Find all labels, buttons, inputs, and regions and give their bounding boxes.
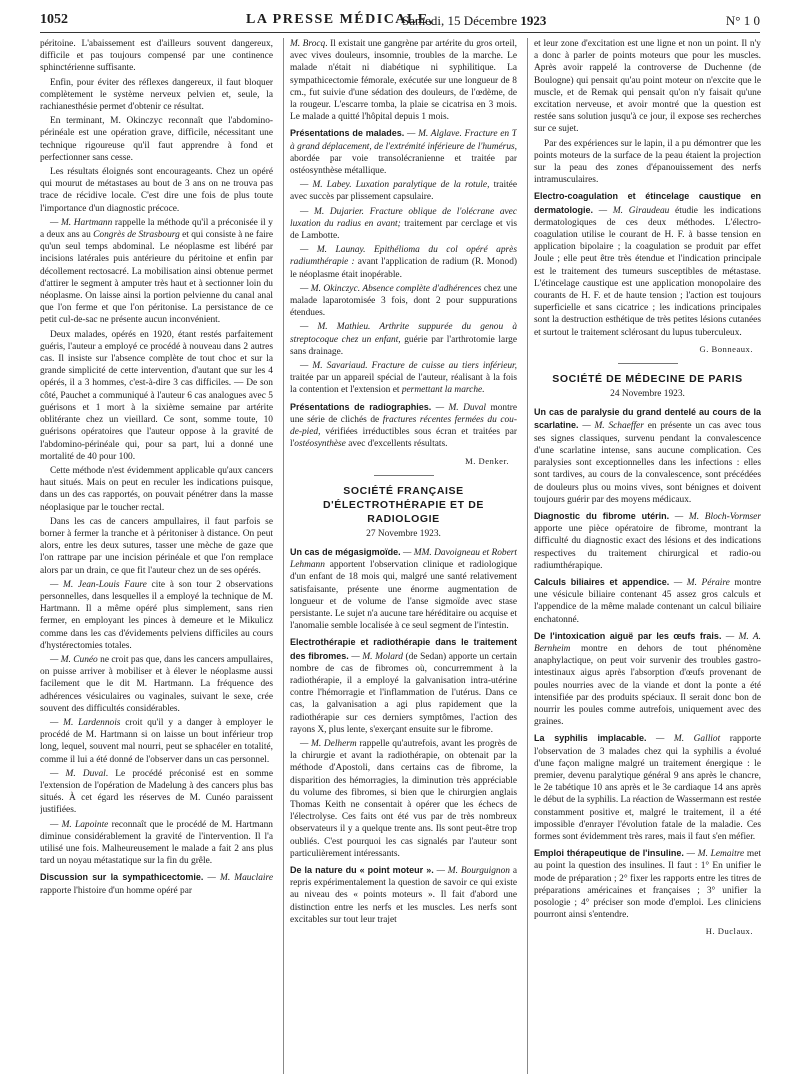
issue-date-day: Samedi, 15 Décembre (402, 13, 518, 28)
page-header (0, 0, 800, 36)
speaker-name: — M. Schaeffer (578, 421, 644, 432)
speaker-name: — M. Lapointe (50, 819, 109, 830)
text: avant l'application de radium (R. Monod) le néoplasme était inopérable. (290, 257, 517, 280)
paragraph-point-moteur (290, 864, 517, 926)
speaker-name: — M. Cunéo (50, 654, 98, 665)
speaker-name: — M. Mathieu. (300, 322, 371, 333)
speaker-name: — M. Péraire (669, 577, 730, 588)
emphasis: Luxation paralytique de la rotule, (351, 180, 490, 191)
speaker-name: — M. Duval (50, 768, 106, 779)
emphasis: Arthrite suppurée du genou à streptocoque chez un enfant, (290, 322, 517, 345)
text: traitement par cerclage et vis de Lambotte. (290, 218, 517, 242)
speaker-name: — M. Giraudeau (593, 205, 670, 216)
text: rappelle la méthode qu'il a préconisée il y a deux ans au (40, 217, 273, 241)
paragraph-sympathicectomie (40, 871, 273, 896)
text: rapporte l'histoire d'un homme opéré par (40, 885, 193, 896)
text: traitée avec succès par plissement capsulaire. (290, 180, 517, 203)
emphasis: Fracture en T à grand déplacement, de l'extrémité inférieure de l'humérus, (290, 129, 517, 152)
speaker-name: — M. Labey. (300, 180, 352, 191)
paragraph-intoxication (534, 630, 761, 729)
emphasis: Absence complète d'adhérences (360, 283, 482, 294)
speaker-name: — M. Dujarier. (300, 206, 364, 217)
text: en présente un cas avec tous ses signes classiques, survenu pendant la convalescence d'une scarlatine intense, sans aucune complication. Ces paralysies sont exceptionnelles dans les infections : elles sont tardives, au cours de la convalescence, sont précédées de douleurs plus ou moins vives, sont bénignes et doivent toujours guérir par des moyens médicaux. (534, 421, 761, 505)
paragraph: Enfin, pour éviter des réflexes dangereux, il faut bloquer complètement le système nerveux pelvien et, seule, la rachianesthésie permet d'obtenir ce résultat. (40, 77, 273, 113)
topic-heading: La syphilis implacable. (534, 733, 647, 744)
speaker-name: — M. Savariaud. (300, 361, 368, 372)
header-rule (40, 32, 760, 33)
speaker-name: — M. A. Bernheim (534, 631, 761, 654)
paragraph-paralysie (534, 406, 761, 506)
speaker-name: — M. Delherm (300, 738, 357, 749)
text: apporte une pièce opératoire de fibrome, montrant la difficulté du diagnostic exact des lésions et des indications respectives du traitement chirurgical et radio-ou radiumthérapique. (534, 524, 761, 571)
paragraph: Les résultats éloignés sont encourageants. Chez un opéré qui mourut de métastases au bout de 3 ans on ne trouva pas trace de récidive locale. C'est dire une fois de plus toute l'importance d'un diagnostic précoce. (40, 167, 273, 214)
text: met au point la question des insulines. Il faut : 1° En unifier le mode de préparation ; 2° fixer les rapports entre les titres de préparations américaines et françaises ; 3° unifier la posologie ; 4° préciser son mode d'emploi. Les cliniciens pourront ainsi s'entendre. (534, 849, 761, 921)
paragraph: Dans les cas de cancers ampullaires, il faut parfois se borner à fermer la tranche et à péritoniser à distance. On peut alors, entre les deux sutures, tasser une mèche de gaze que l'on rattrape par une incision périnéale et que l'on remplace alors par un drain, ce que fit l'auteur chez un de ses opérés. (40, 516, 273, 576)
speaker-name: — M. Launay. (300, 245, 366, 256)
speaker-name: — M. Bourguignon (433, 865, 510, 876)
page-number: 1052 (40, 12, 68, 27)
section-title: SOCIÉTÉ DE MÉDECINE DE PARIS (552, 373, 743, 386)
speaker-name: — M. Okinczyc. (300, 283, 361, 294)
paragraph-brocq (290, 38, 517, 123)
topic-heading: De l'intoxication aiguë par les œufs frais. (534, 630, 722, 641)
signature: M. Denker. (465, 455, 509, 466)
text: guérie par l'arthrotomie large sans drainage. (290, 334, 517, 357)
topic-heading: Electro-coagulation et étincelage caustique en dermatologie. (534, 191, 761, 215)
text: croit qu'il y a danger à employer le procédé de M. Hartmann si on laisse un bout inférieur trop long, lequel, souvent mal nourri, peut se sphacéler en totalité, comme il lui a été donné de l'observer dans un cas personnel. (40, 717, 273, 765)
signature: H. Duclaux. (705, 926, 753, 937)
section-separator (618, 363, 678, 364)
speaker-name: — MM. Davoigneau et Robert Lehmann (290, 547, 517, 571)
signature: G. Bonneaux. (699, 343, 753, 354)
paragraph-delherm (290, 738, 517, 860)
issue-date (402, 13, 546, 29)
topic-heading: Présentations de malades. (290, 128, 405, 139)
journal-title: LA PRESSE MÉDICALE, (246, 12, 434, 27)
speaker-name: M. Brocq (290, 39, 326, 49)
text: avec d'excellents résultats. (345, 439, 448, 450)
text: abordée par voie transolécranienne et traitée par ostéosynthèse métallique. (290, 153, 517, 177)
text: montre une série de clichés de (290, 402, 517, 425)
emphasis: Fracture de cuisse au tiers inférieur, (367, 361, 517, 372)
paragraph-duval (40, 768, 273, 817)
emphasis: Epithélioma du col opéré après radiumthérapie : (290, 245, 517, 268)
paragraph-calculs (534, 576, 761, 626)
speaker-name: — M. Bloch-Vormser (669, 511, 761, 522)
topic-heading: Un cas de paralysie du grand dentelé au cours de la scarlatine. (534, 407, 761, 431)
text: . Le procédé préconisé est en somme l'extension de l'opération de Madelung à des cancers plus bas situés. À cet égard les réserves de M. Cunéo paraissent justifiées. (40, 768, 273, 816)
speaker-name: — M. Alglave. (404, 129, 462, 140)
paragraph-okinczyc (290, 283, 517, 320)
paragraph-mathieu (290, 321, 517, 358)
topic-heading: Electrothérapie et radiothérapie dans le traitement des fibromes. (290, 637, 517, 661)
text: chez une malade laparotomisée 3 fois, dont 2 pour suppurations étendues. (290, 283, 517, 319)
paragraph-lapointe (40, 819, 273, 868)
paragraph: et leur zone d'excitation est une ligne et non un point. Il n'y a donc à parler de points moteurs que pour les muscles. Après avoir rappelé la controverse de Duchenne (de Boulogne) qui pensait qu'au point moteur on n'excite que le muscle, et de Remak qui pensait qu'on n'y faisait qu'une excitation nerveuse, et avoir montré que la question est restée sans solution jusqu'à ce jour, il expose ses recherches sur ce sujet. (534, 39, 761, 135)
speaker-name: — M. Hartmann (50, 217, 113, 228)
topic-heading: Un cas de mégasigmoïde. (290, 546, 401, 557)
paragraph: péritoine. L'abaissement est d'ailleurs souvent dangereux, difficile et pas toujours compensé par une continence sphinctérienne suffisante. (40, 39, 273, 74)
paragraph-megasigmoide (290, 546, 517, 632)
topic-heading: De la nature du « point moteur ». (290, 864, 434, 875)
issue-year: 1923 (520, 13, 547, 28)
paragraph: En terminant, M. Okinczyc reconnaît que l'abdomino-périnéale est une opération grave, difficile, nécessitant une technique rigoureuse qu'il faut apprendre à fond et perfectionner sans cesse. (40, 116, 273, 163)
text: vérifiées irréductibles sous écran et traitées par l' (290, 427, 517, 450)
text: rappelle qu'autrefois, avant les progrès de la chirurgie et avant la radiothérapie, on obtenait par la méthode d'Apostoli, dans certains cas de fibrome, la disparition des hémorragies, la diminution très appréciable du volume des fibromes, si bien que le chirurgien anglais Thomas Keith ne consentait à opérer que les échecs de l'électrolyse. Ces faits ont été vus par de très nombreux observateurs il y a quelque trente ans. Ils sont peut-être trop oubliés. C'est pourquoi les cas signalés par l'auteur sont particulièrement intéressants. (290, 738, 517, 859)
topic-heading: Présentations de radiographies. (290, 401, 432, 412)
emphasis: permettant la marche. (401, 385, 485, 396)
column-1 (40, 38, 273, 1074)
paragraph-presentations (290, 127, 517, 177)
paragraph-fibrome (534, 510, 761, 572)
text: reconnaît que le procédé de M. Hartmann diminue considérablement la gravité de l'intervention. Il l'a utilisé une fois. Malheureusement le malade a fait 2 ans plus tard un noyau métastatique sur la fin du grêle. (40, 819, 273, 867)
emphasis: Congrès de Strasbourg (93, 230, 180, 241)
paragraph-lardennois (40, 717, 273, 766)
column-3 (527, 38, 761, 1074)
speaker-name: — M. Duval (431, 402, 486, 413)
paragraph-faure (40, 579, 273, 652)
paragraph-savariaud (290, 360, 517, 397)
paragraph-launay (290, 244, 517, 281)
text: montre en dehors de tout phénomène anaphylactique, on peut voir survenir des troubles gastro-intestinaux aigus après l'absorption d'œufs provenant de poules nourries avec de la viande et dont la ponte a été intensifiée par des produits spéciaux. Il serait donc bon de nourrir les poules comme autrefois, uniquement avec des graines. (534, 643, 761, 728)
speaker-name: — M. Lardennois (50, 717, 121, 728)
topic-heading: Calculs biliaires et appendice. (534, 576, 670, 587)
section-date: 27 Novembre 1923. (366, 528, 441, 539)
topic-heading: Diagnostic du fibrome utérin. (534, 510, 670, 521)
text: montre une vésicule biliaire contenant 45 assez gros calculs et l'appendice de la même malade contenant un calcul biliaire enchatonné. (534, 577, 761, 625)
text: apportent l'observation clinique et radiologique d'un enfant de 18 mois qui, malgré une santé relativement satisfaisante, présente une énorme augmentation de longueur et de volume de l'anse sigmoïde avec stase persistante. Le sujet n'a aucune tare héréditaire ou acquise et l'anomalie semble localisée à ce seul segment de l'intestin. (290, 560, 517, 632)
emphasis: fractures récentes fermées du cou-de-pied, (290, 414, 517, 438)
paragraph-hartmann (40, 217, 273, 327)
topic-heading: Emploi thérapeutique de l'insuline. (534, 848, 684, 859)
emphasis: ostéosynthèse (294, 439, 346, 450)
paragraph-dujarier (290, 206, 517, 243)
text: ne croit pas que, dans les cancers ampullaires, on puisse arriver à mobiliser et à élever le néoplasme aussi facilement que le dit M. Hartmann. La fréquence des adhérences vésiculaires ou vaginales, suivant le sexe, crée souvent des difficultés considérables. (40, 654, 273, 714)
section-separator (374, 475, 434, 476)
speaker-name: — M. Lemaitre (683, 849, 745, 860)
paragraph-cuneo (40, 654, 273, 715)
text: (de Sedan) apporte un certain nombre de cas de fibromes où, concurremment à la radiothérapie, il a employé la galvanisation intra-utérine contre l'hémorragie et l'inflammation de l'utérus. Dans ce cas, la galvanisation a agi plus rapidement que la radiothérapie sur ces derniers symptômes, l'action des rayons X, plus lente, s'exerçant ensuite sur le fibrome. (290, 651, 517, 735)
speaker-name: — M. Molard (348, 651, 403, 662)
text: traitée par un appareil spécial de l'auteur, réalisant à la fois la contention et l'extension et (290, 373, 517, 396)
paragraph: Par des expériences sur le lapin, il a pu démontrer que les points moteurs de la surface de la peau étaient la projection sur la peau des zones d'épanouissement des nerfs intramusculaires. (534, 138, 761, 186)
column-2 (283, 38, 517, 1074)
text: . Il existait une gangrène par artérite du gros orteil, avec vives douleurs, insomnie, troubles de la marche. Le malade n'était ni diabétique ni syphilitique. La sympathicectomie fémorale, exécutée sur une longueur de 8 cm., fut suivie d'une sédation des douleurs, de l'œdème, de la rougeur. L'escarre tomba, la plaie se cicatrisa en 3 mois. Le malade a quitté l'hôpital depuis 1 mois. (290, 39, 517, 123)
text: cite à son tour 2 observations personnelles, dans lesquelles il a employé la technique de M. Hartmann. Il a même opéré plus simplement, sans rien fermer, en employant les pinces à demeure et le Mikulicz comme dans les cas d'évidements pelviens difficiles au cours d'hystérectomies totales. (40, 579, 273, 651)
section-date: 24 Novembre 1923. (610, 389, 685, 400)
paragraph: Deux malades, opérés en 1920, étant restés parfaitement guéris, l'auteur a employé ce procédé à nouveau dans 2 autres cas. Il insiste sur l'absence complète de tout choc et sur la grande simplicité de cette intervention, d'autant que sur les 4 opérés, il a 3 hommes, c'est-à-dire 3 cas difficiles. — De son côté, Pauchet a communiqué à l'auteur 6 cas analogues avec 5 guérisons et 1 mort à la sixième semaine par artérite oblitérante chez un vieillard. Ce sont, somme toute, 10 guérisons opératoires que l'auteur oppose à la gravité de l'abdomino-périnéale qui, pour sa part, lui a donné une mortalité de 40 pour 100. (40, 329, 273, 462)
text: et qui consiste à ne faire qu'un seul temps abdominal. Le néoplasme est libéré par incisions latérales puis antérieure du péritoine et enfin par décollement rectosacré. La mobilisation ainsi obtenue permet d'attirer le segment à amputer très haut et à sectionner loin du néoplasme. On laisse ainsi la portion pelvienne du canal anal que l'on ferme et que l'on péritonise. La persistance de ce petit cul-de-sac ne présente aucun inconvénient. (40, 230, 273, 326)
emphasis: Fracture oblique de l'olécrane avec luxation du radius en avant; (290, 206, 517, 229)
section-title: SOCIÉTÉ FRANÇAISE D'ÉLECTROTHÉRAPIE ET DE RADIOLOGIE (323, 484, 484, 525)
speaker-name: — M. Jean-Louis Faure (50, 579, 147, 590)
paragraph-syphilis (534, 732, 761, 843)
paragraph-insuline (534, 847, 761, 921)
paragraph: Cette méthode n'est évidemment applicable qu'aux cancers haut situés. Mais on peut en reculer les indications puisque, dans un des cas rapportés, on pouvait pénétrer dans la masse néoplasique par le toucher rectal. (40, 465, 273, 513)
paragraph-electro-coagulation (534, 190, 761, 338)
speaker-name: — M. Mauclaire (203, 873, 273, 884)
topic-heading: Discussion sur la sympathicectomie. (40, 872, 204, 883)
text: a repris expérimentalement la question de savoir ce qui existe au niveau des « points moteurs ». Il fait d'abord une distinction entre les nerfs et les muscles. Les nerfs sont excitables sur tout leur trajet (290, 865, 517, 925)
issue-number: N° 1 0 (725, 13, 760, 28)
paragraph-radiographies (290, 401, 517, 451)
text: étudie les indications dermatologiques de ces deux méthodes. L'électro-coagulation utilise le courant de H. F. à basse tension en application bipolaire ; la coagulation se produit par effet Joule ; elle peut être très étendue et l'indication principale est le traitement des tumeurs susceptibles de métastase. L'étincelage caustique est une application monopolaire des courants de H. F. et de haute tension ; l'action est toujours superficielle et sans cicatrice ; les indications principales sont la destruction esthétique de très petites lésions cutanées et surtout le traitement sclérosant du lupus tuberculeux. (534, 205, 761, 338)
text: rapporte l'observation de 3 malades chez qui la syphilis a évolué d'une façon maligne malgré un traitement énergique : le premier, devenu paralytique général 9 ans après le chancre, le 2e tabétique 10 ans après et le 3e cardiaque 14 ans après le début de la syphilis. La réaction de Wassermann est restée constamment positive et, malgré le traitement, il a été impossible d'enrayer l'évolution fatale de la maladie. Ces formes sont évidemment très rares, mais il faut s'en méfier. (534, 734, 761, 842)
speaker-name: — M. Galliot (646, 734, 721, 745)
paragraph-electrotherapie (290, 636, 517, 736)
paragraph-labey (290, 179, 517, 203)
